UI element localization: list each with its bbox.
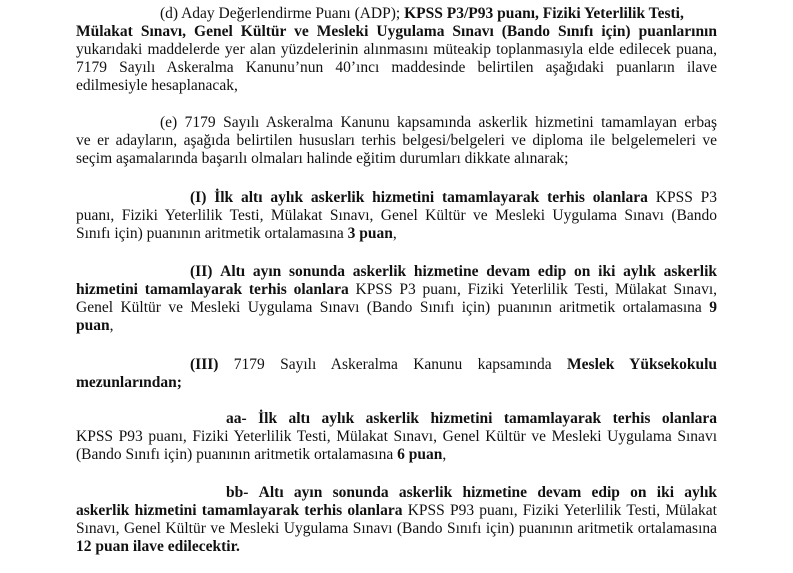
item-II-line-3: Genel Kültür ve Mesleki Uygulama Sınavı (Bando Sınıfı için) puanının aritmetik ortalamasına 9 bbox=[76, 299, 718, 316]
item-I-line-2: puanı, Fiziki Yeterlilik Testi, Mülakat Sınavı, Genel Kültür ve Mesleki Uygulama Sınavı (Bando bbox=[76, 207, 717, 224]
para-d-line-1: (d) Aday Değerlendirme Puanı (ADP); KPSS P3/P93 puanı, Fiziki Yeterlilik Testi, bbox=[160, 5, 684, 22]
para-e-line-1: (e) 7179 Sayılı Askeralma Kanunu kapsamında askerlik hizmetini tamamlayan erbaş bbox=[160, 114, 717, 131]
item-I-line-3: Sınıfı için) puanının aritmetik ortalamasına 3 puan, bbox=[76, 225, 397, 242]
para-d-line-5: edilmesiyle hesaplanacak, bbox=[76, 77, 238, 94]
item-II-marker: (II) bbox=[190, 263, 213, 280]
para-d-line-2: Mülakat Sınavı, Genel Kültür ve Mesleki Uygulama Sınavı (Bando Sınıfı için) puanlarının bbox=[76, 23, 717, 40]
item-bb-marker: bb- bbox=[226, 484, 249, 501]
para-d-line-4: 7179 Sayılı Askeralma Kanunu’nun 40’ıncı maddesinde belirtilen aşağıdaki puanların ilave bbox=[76, 59, 717, 76]
item-II-line-4: puan, bbox=[76, 317, 114, 334]
item-aa-marker: aa- bbox=[226, 410, 247, 427]
para-e-marker: (e) bbox=[160, 114, 178, 131]
item-I-line-1: (I) İlk altı aylık askerlik hizmetini tamamlayarak terhis olanlara KPSS P3 bbox=[190, 189, 718, 206]
para-d-line-3: yukarıdaki maddelerde yer alan yüzdelerinin alınmasını müteakip toplanmasıyla elde edilecek puana, bbox=[76, 41, 717, 58]
item-III-line-1: (III) 7179 Sayılı Askeralma Kanunu kapsamında Meslek Yüksekokulu bbox=[190, 356, 718, 373]
para-e-line-2: ve er adayların, aşağıda belirtilen hususları terhis belgesi/belgeleri ve diploma ile belgelemeleri ve bbox=[76, 132, 717, 149]
item-aa-line-3: (Bando Sınıfı için) puanının aritmetik ortalamasına 6 puan, bbox=[76, 446, 447, 463]
item-bb-line-2: askerlik hizmetini tamamlayarak terhis olanlara KPSS P93 puanı, Fiziki Yeterlilik Testi, Mülakat bbox=[76, 502, 717, 519]
item-III-line-2: mezunlarından; bbox=[76, 374, 182, 391]
item-bb-line-1: bb- Altı ayın sonunda askerlik hizmetine devam edip on iki aylık bbox=[226, 484, 718, 501]
item-II-line-1: (II) Altı ayın sonunda askerlik hizmetine devam edip on iki aylık askerlik bbox=[190, 263, 717, 280]
item-bb-line-4: 12 puan ilave edilecektir. bbox=[76, 538, 240, 555]
para-e-line-3: seçim aşamalarında başarılı olmaları halinde eğitim durumları dikkate alınarak; bbox=[76, 150, 569, 167]
item-III-marker: (III) bbox=[190, 356, 219, 373]
item-bb-line-3: Sınavı, Genel Kültür ve Mesleki Uygulama Sınavı (Bando Sınıfı için) puanının aritmetik ortalamasına bbox=[76, 520, 717, 537]
item-aa-line-1: aa- İlk altı aylık askerlik hizmetini tamamlayarak terhis olanlara bbox=[226, 410, 718, 427]
para-d-marker: (d) bbox=[160, 5, 179, 22]
item-aa-line-2: KPSS P93 puanı, Fiziki Yeterlilik Testi, Mülakat Sınavı, Genel Kültür ve Mesleki Uygulama Sınavı bbox=[76, 428, 717, 445]
item-II-line-2: hizmetini tamamlayarak terhis olanlara KPSS P3 puanı, Fiziki Yeterlilik Testi, Mülakat Sınavı, bbox=[76, 281, 717, 298]
item-I-marker: (I) bbox=[190, 189, 207, 206]
